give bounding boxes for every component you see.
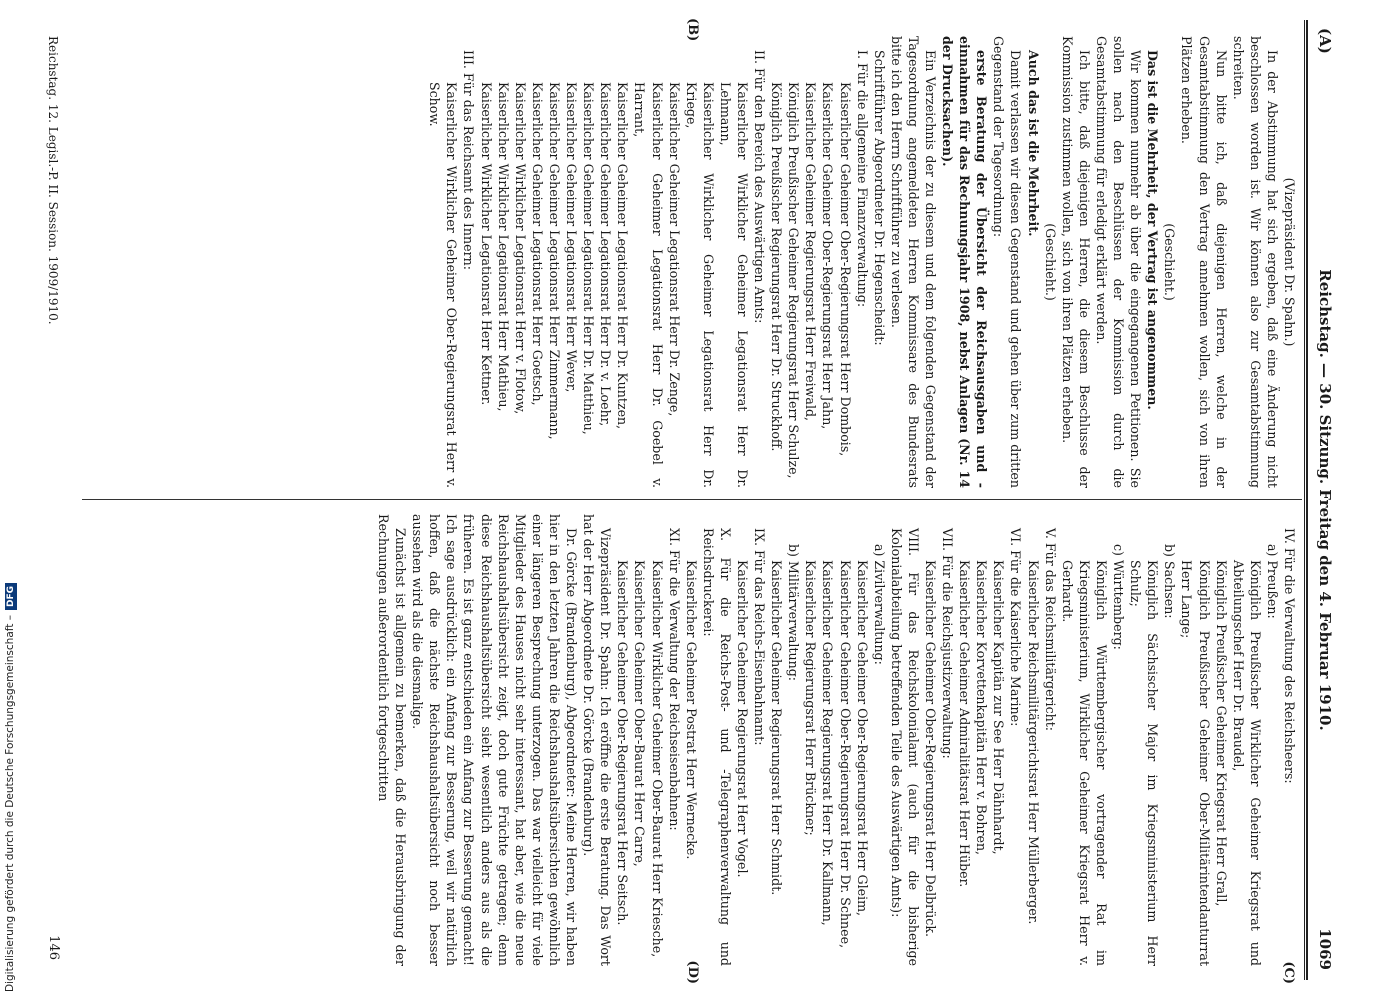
paragraph: Kaiserlicher Geheimer Legationsrat Herr Dr. Goebel v. Harrant, xyxy=(632,82,665,488)
paragraph: Nun bitte ich, daß diejenigen Herren, welche in der Gesamtabstimmung den Vertrag annehmen wollen, sich von ihren Plätzen erheben. xyxy=(1179,36,1229,488)
paragraph: (Geschieht.) xyxy=(1162,223,1178,301)
paragraph: Vizepräsident Dr. Spahn: Ich eröffne die erste Beratung. Das Wort hat der Herr Abgeordnete Dr. Görcke (Brandenburg). xyxy=(581,514,614,966)
paragraph: III. Für das Reichsamt des Innern: xyxy=(461,50,477,270)
paragraph: Königlich Preußischer Geheimer Ober-Militärintendanturrat Herr Lange; xyxy=(1179,560,1212,966)
margin-mark-d: (D) xyxy=(685,960,700,984)
paragraph: Kaiserlicher Wirklicher Geheimer Legationsrat Herr Dr. Lehmann, xyxy=(717,82,750,488)
paragraph: Kaiserlicher Wirklicher Legationsrat Herr Kettner. xyxy=(478,82,494,406)
paragraph: a) Zivilverwaltung: xyxy=(871,544,887,665)
paragraph: VI. Für die Kaiserliche Marine: xyxy=(1008,528,1024,727)
paragraph: Dr. Görcke (Brandenburg), Abgeordneter: Meine Herren, wir haben hier in den letzten Jahren die Reichshaushaltsübersichten gewöhnlich einer längeren Besprechung unterzogen. Das war vielleicht für viele Mitglieder des Hauses nicht sehr interessant, hat aber, wie die neue Reichshaushaltsübersicht zeigt, doch gute Früchte getragen; denn diese Reichshaushaltsübersicht sieht wesentlich anders aus als die früheren. Es ist ganz entschieden ein Anfang zur Besserung gemacht! Ich sage ausdrücklich: ein Anfang zur Besserung, weil wir natürlich hoffen, daß die nächste Reichshaushaltsübersicht noch besser aussehen wird als die diesmalige. xyxy=(410,514,580,966)
paragraph: b) Sachsen: xyxy=(1162,544,1178,619)
paragraph: Ich bitte, daß diejenigen Herren, die diesem Beschlusse der Kommission zustimmen wollen, sich von ihren Plätzen erheben. xyxy=(1059,36,1092,488)
paragraph: Kaiserlicher Geheimer Ober-Regierungsrat Herr Dr. Schnee, xyxy=(837,560,853,949)
paragraph: a) Preußen: xyxy=(1264,544,1280,619)
paragraph: IX. Für das Reichs-Eisenbahnamt: xyxy=(752,528,768,746)
paragraph: VII. Für die Reichsjustizverwaltung: xyxy=(940,528,956,759)
right-column xyxy=(375,514,1298,966)
paragraph: Kaiserlicher Geheimer Regierungsrat Herr Vogel. xyxy=(735,560,750,878)
paragraph: Kaiserlicher Wirklicher Legationsrat Herr v. Flotow, xyxy=(512,82,528,415)
paragraph: Kaiserlicher Geheimer Legationsrat Herr Zimmermann, xyxy=(546,82,562,440)
paragraph: Das ist die Mehrheit, der Vertrag ist angenommen. xyxy=(1145,50,1161,410)
left-column xyxy=(426,36,1298,488)
margin-mark-c: (C) xyxy=(1281,961,1296,984)
paragraph: Kaiserlicher Geheimer Legationsrat Herr Dr. Kuntzen, xyxy=(615,82,631,430)
paragraph: Kaiserlicher Wirklicher Geheimer Legationsrat Herr Dr. Kriege, xyxy=(683,82,716,488)
rotated-page xyxy=(40,18,1340,984)
paragraph: VIII. Für das Reichskolonialamt (auch für die bisherige Kolonialabteilung betreffenden Teile des Auswärtigen Amts): xyxy=(888,528,921,966)
paragraph: Königlich Preußischer Geheimer Kriegsrat Herr Grall, xyxy=(1213,560,1229,907)
paragraph: Königlich Preußischer Wirklicher Geheimer Kriegsrat und Abteilungschef Herr Dr. Braudel, xyxy=(1230,560,1263,966)
sidebar-text: Digitalisierung gefördert durch die Deutsche Forschungsgemeinschaft – xyxy=(4,615,16,992)
running-title: Reichstag. — 30. Sitzung. Freitag den 4. Februar 1910. xyxy=(1316,269,1334,731)
paragraph: Schriftführer Abgeordneter Dr. Hegenscheidt: xyxy=(871,50,887,346)
footer-imprint: Reichstag. 12. Legisl.-P. II. Session. 1909/1910. xyxy=(46,36,60,325)
margin-mark-b: (B) xyxy=(685,18,700,42)
paragraph: Ein Verzeichnis der zu diesem und dem folgenden Gegenstand der Tagesordnung angemeldeten Herren Kommissare des Bundesrats bitte ich den Herrn Schriftführer zu verlesen. xyxy=(888,36,939,488)
paragraph: X. Für die Reichs-Post- und -Telegraphenverwaltung und Reichsdruckerei: xyxy=(700,528,733,966)
paragraph: Kaiserlicher Wirklicher Geheimer Ober-Regierungsrat Herr v. Schow. xyxy=(427,82,460,488)
page-header xyxy=(1308,20,1334,980)
paragraph: Kaiserlicher Geheimer Ober-Baurat Herr Carre, xyxy=(632,560,648,867)
paragraph: Königlich Sächsischer Major im Kriegsministerium Herr Schulz; xyxy=(1128,560,1161,966)
paragraph: erste Beratung der Übersicht der Reichsausgaben und -einnahmen für das Rechnungsjahr 1908, nebst Anlagen (Nr. 14 der Drucksachen). xyxy=(940,36,990,488)
paragraph: XI. Für die Verwaltung der Reichseisenbahnen: xyxy=(666,528,682,831)
paragraph: Kaiserlicher Geheimer Regierungsrat Herr Schmidt. xyxy=(769,560,785,896)
paragraph: b) Militärverwaltung: xyxy=(786,544,802,682)
paragraph: Kaiserlicher Geheimer Legationsrat Herr Dr. Zenge, xyxy=(666,82,682,417)
paragraph: Kaiserlicher Geheimer Legationsrat Herr Wever, xyxy=(564,82,580,393)
paragraph: Kaiserlicher Wirklicher Legationsrat Herr Mathieu, xyxy=(495,82,511,412)
paragraph: Königlich Preußischer Geheimer Regierungsrat Herr Schulze, xyxy=(786,82,802,479)
paragraph: Kaiserlicher Reichsmilitärgerichtsrat Herr Müllerberger. xyxy=(1025,560,1041,925)
column-divider xyxy=(82,499,1302,500)
paragraph: Kaiserlicher Wirklicher Geheimer Ober-Baurat Herr Kriesche, xyxy=(649,560,665,958)
paragraph: Kaiserlicher Geheimer Regierungsrat Herr Dr. Kallmann, xyxy=(820,560,836,926)
paragraph: Kaiserlicher Kapitän zur See Herr Dähnhardt, xyxy=(991,560,1007,855)
paragraph: Kaiserlicher Geheimer Postrat Herr Wernecke. xyxy=(683,560,699,860)
paragraph: II. Für den Bereich des Auswärtigen Amts: xyxy=(752,50,768,324)
header-rule-thin xyxy=(1304,20,1305,980)
paragraph: IV. Für die Verwaltung des Reichsheers: xyxy=(1282,528,1297,784)
paragraph: I. Für die allgemeine Finanzverwaltung: xyxy=(854,50,870,308)
paragraph: Kaiserlicher Geheimer Legationsrat Herr Dr. Matthieu, xyxy=(581,82,597,435)
page-number-bottom: 146 xyxy=(46,935,61,960)
paragraph: Kaiserlicher Geheimer Legationsrat Herr Dr. v. Loehr, xyxy=(598,82,614,427)
paragraph: Kaiserlicher Korvettenkapitän Herr v. Bohren, xyxy=(974,560,990,856)
paragraph: (Geschieht.) xyxy=(1042,223,1058,301)
paragraph: In der Abstimmung hat sich ergeben, daß eine Änderung nicht beschlossen worden ist. Wir können also zur Gesamtabstimmung schreiten. xyxy=(1230,36,1280,488)
dfg-logo: DFG xyxy=(5,583,17,610)
page-number-top: 1069 xyxy=(1316,928,1334,970)
header-rule xyxy=(1306,20,1308,980)
paragraph: Zunächst ist allgemein zu bemerken, daß die Herausbringung der Rechnungen außerordentlich fortgeschritten xyxy=(376,514,409,966)
sidebar-credit xyxy=(4,583,17,992)
paragraph: Wir kommen nunmehr ab über die eingegangenen Petitionen. Sie sollen nach den Beschlüssen der Kommission durch die Gesamtabstimmung für erledigt erklärt werden. xyxy=(1093,36,1144,488)
paragraph: Damit verlassen wir diesen Gegenstand und gehen über zum dritten Gegenstand der Tagesordnung: xyxy=(991,36,1024,488)
paragraph: Kaiserlicher Geheimer Ober-Regierungsrat Herr Gleim, xyxy=(854,560,870,917)
paragraph: Auch das ist die Mehrheit. xyxy=(1025,50,1041,237)
paragraph: Kaiserlicher Geheimer Ober-Regierungsrat Herr Delbrück. xyxy=(923,560,939,937)
margin-mark-a: (A) xyxy=(1316,28,1334,54)
paragraph: Kaiserlicher Geheimer Legationsrat Herr Goetsch, xyxy=(529,82,545,406)
paragraph: Kaiserlicher Geheimer Ober-Regierungsrat Herr Seitsch. xyxy=(615,560,631,926)
paragraph: Kaiserlicher Geheimer Ober-Regierungsrat Herr Jahn, xyxy=(820,82,836,430)
paragraph: V. Für das Reichsmilitärgericht: xyxy=(1042,528,1058,732)
paragraph: Königlich Preußischer Regierungsrat Herr Dr. Struckhoff. xyxy=(769,82,785,452)
paragraph: Königlich Württembergischer vortragender Rat im Kriegsministerium, Wirklicher Geheimer Kriegsrat Herr v. Gerhardt. xyxy=(1059,560,1109,966)
paragraph: (Vizepräsident Dr. Spahn.) xyxy=(1282,177,1297,347)
paragraph: Kaiserlicher Geheimer Regierungsrat Herr Freiwald, xyxy=(803,82,819,422)
paragraph: Kaiserlicher Geheimer Admiralitätsrat Herr Hüber. xyxy=(957,560,973,888)
paragraph: c) Württemberg: xyxy=(1111,544,1127,650)
paragraph: Kaiserlicher Geheimer Ober-Regierungsrat Herr Dombois, xyxy=(837,82,853,457)
paragraph: Kaiserlicher Regierungsrat Herr Brückner; xyxy=(803,560,819,836)
